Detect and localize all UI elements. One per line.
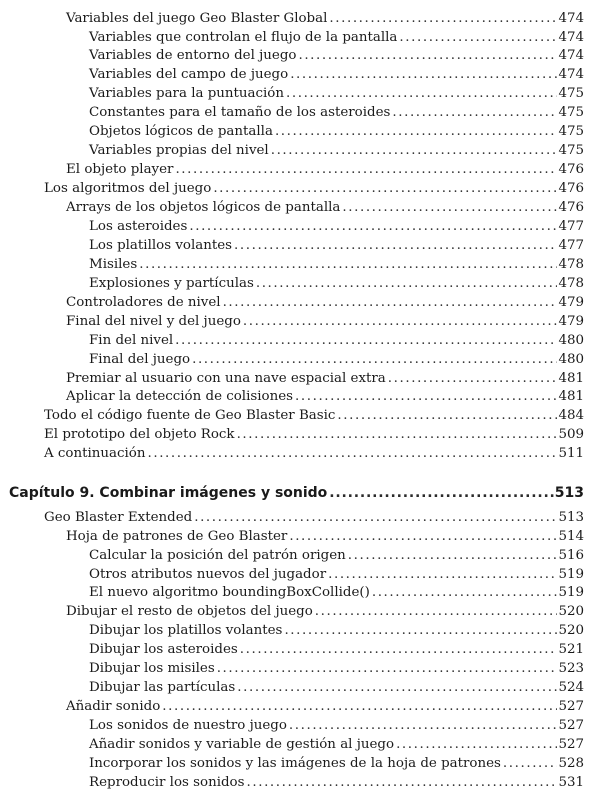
dot-leader [192,351,557,369]
toc-page-number: 513 [554,485,584,501]
dot-leader [315,603,558,621]
dot-leader [298,47,557,65]
toc-entry[interactable] [0,256,584,274]
toc-entry[interactable] [0,717,584,735]
toc-entry-title: Aplicar la detección de colisiones [66,389,294,404]
toc-page-number: 511 [558,446,584,461]
toc-entry[interactable] [0,755,584,773]
toc-page-number: 528 [558,756,584,771]
dot-leader [286,85,557,103]
toc-page-number: 513 [558,510,584,525]
toc-entry[interactable] [0,528,584,546]
dot-leader [329,10,557,28]
toc-entry-title: Final del juego [89,352,191,367]
toc-page-number: 476 [558,200,584,215]
toc-page-number: 520 [558,623,584,638]
dot-leader [328,566,557,584]
toc-entry-title: Constantes para el tamaño de los asteroides [89,105,391,120]
dot-leader [256,275,558,293]
toc-entry-title: Añadir sonidos y variable de gestión al juego [89,737,395,752]
toc-entry[interactable] [0,180,584,198]
toc-entry-title: Los asteroides [89,219,188,234]
dot-leader [337,407,557,425]
toc-page-number: 474 [558,11,584,26]
toc-entry-title: Variables del juego Geo Blaster Global [66,11,328,26]
toc-page-number: 475 [558,143,584,158]
toc-entry[interactable] [0,313,584,331]
toc-entry[interactable] [0,774,584,792]
toc-page-number: 516 [558,548,584,563]
toc-entry-title: El nuevo algoritmo boundingBoxCollide() [89,585,370,600]
dot-leader [284,622,557,640]
toc-page-number: 484 [558,408,584,423]
toc-entry-title: Variables de entorno del juego [89,48,297,63]
toc-page-number: 531 [558,775,584,790]
dot-leader [295,388,557,406]
toc-entry[interactable] [0,622,584,640]
toc-entry-title: Dibujar el resto de objetos del juego [66,604,313,619]
toc-entry-title: Final del nivel y del juego [66,314,241,329]
toc-entry[interactable] [0,142,584,160]
toc-entry[interactable] [0,237,584,255]
toc-entry-title: Variables para la puntuación [89,86,284,101]
toc-entry-title: Premiar al usuario con una nave espacial extra [66,371,386,386]
toc-page-number: 527 [558,737,584,752]
toc-entry[interactable] [0,698,584,716]
dot-leader [372,584,558,602]
toc-entry-title: Dibujar los misiles [89,661,215,676]
toc-entry-title: Objetos lógicos de pantalla [89,124,273,139]
toc-entry-title: Variables que controlan el flujo de la pantalla [89,30,398,45]
toc-page-number: 481 [558,371,584,386]
toc-entry[interactable] [0,294,584,312]
dot-leader [342,199,557,217]
dot-leader [348,547,558,565]
toc-entry[interactable] [0,736,584,754]
toc-page-number: 475 [558,105,584,120]
dot-leader [289,528,557,546]
dot-leader [237,426,558,444]
toc-page-number: 519 [558,567,584,582]
dot-leader [175,161,557,179]
toc-entry[interactable] [0,85,584,103]
toc-page-number: 477 [558,219,584,234]
dot-leader [275,123,558,141]
toc-entry-title: El prototipo del objeto Rock [44,427,235,442]
toc-page-number: 478 [558,276,584,291]
toc-page-number: 479 [558,314,584,329]
toc-entry-title: Los sonidos de nuestro juego [89,718,287,733]
toc-entry-title: Incorporar los sonidos y las imágenes de la hoja de patrones [89,756,501,771]
dot-leader [139,256,557,274]
toc-page-number: 514 [558,529,584,544]
dot-leader [247,774,558,792]
dot-leader [175,332,557,350]
toc-page-number: 509 [558,427,584,442]
dot-leader [234,237,557,255]
toc-page-number: 474 [558,30,584,45]
toc-page-number: 481 [558,389,584,404]
toc-entry-title: El objeto player [66,162,174,177]
toc-page-number: 474 [558,48,584,63]
toc-entry[interactable] [0,641,584,659]
dot-leader [329,484,553,502]
toc-entry-title: Dibujar los asteroides [89,642,238,657]
toc-entry-title: Variables propias del nivel [89,143,269,158]
dot-leader [271,142,558,160]
toc-entry[interactable] [0,161,584,179]
toc-entry-title: Los platillos volantes [89,238,233,253]
toc-entry-title: Hoja de patrones de Geo Blaster [66,529,288,544]
toc-entry[interactable] [0,547,584,565]
toc-entry[interactable] [0,566,584,584]
dot-leader [213,180,557,198]
toc-entry[interactable] [0,218,584,236]
dot-leader [388,370,558,388]
toc-entry-title: Misiles [89,257,138,272]
toc-page-number: 480 [558,333,584,348]
toc-entry[interactable] [0,603,584,621]
toc-entry[interactable] [0,509,584,527]
toc-entry-title: Los algoritmos del juego [44,181,212,196]
toc-page-number: 477 [558,238,584,253]
toc-entry[interactable] [0,679,584,697]
toc-entry-title: Calcular la posición del patrón origen [89,548,346,563]
toc-entry-title: Explosiones y partículas [89,276,254,291]
toc-entry-title: Reproducir los sonidos [89,775,245,790]
toc-page-number: 523 [558,661,584,676]
toc-entry[interactable] [0,584,584,602]
toc-entry-title: Capítulo 9. Combinar imágenes y sonido [9,485,328,501]
toc-entry-title: Todo el código fuente de Geo Blaster Basic [44,408,336,423]
toc-page-number: 480 [558,352,584,367]
toc-entry[interactable] [0,445,584,463]
toc-page-number: 520 [558,604,584,619]
toc-entry-title: Dibujar los platillos volantes [89,623,283,638]
toc-entry[interactable] [0,47,584,65]
dot-leader [399,29,557,47]
toc-page-number: 478 [558,257,584,272]
toc-entry[interactable] [0,407,584,425]
dot-leader [289,717,558,735]
toc-page-number: 475 [558,124,584,139]
toc-entry[interactable] [0,351,584,369]
toc-entry[interactable] [0,29,584,47]
toc-entry-title: Añadir sonido [66,699,161,714]
toc-entry[interactable] [0,388,584,406]
toc-entry[interactable] [0,104,584,122]
toc-page-number: 527 [558,699,584,714]
dot-leader [396,736,557,754]
dot-leader [223,294,558,312]
toc-page-number: 519 [558,585,584,600]
toc-entry[interactable] [0,370,584,388]
dot-leader [243,313,558,331]
toc-entry[interactable] [0,123,584,141]
toc-entry[interactable] [0,66,584,84]
toc-page-number: 475 [558,86,584,101]
toc-entry[interactable] [0,332,584,350]
toc-page-number: 476 [558,181,584,196]
dot-leader [237,679,557,697]
toc-page-number: 479 [558,295,584,310]
toc-entry[interactable] [0,199,584,217]
toc-entry-title: Geo Blaster Extended [44,510,193,525]
toc-entry[interactable] [0,660,584,678]
toc-entry-title: Fin del nivel [89,333,174,348]
dot-leader [503,755,558,773]
toc-entry-title: Arrays de los objetos lógicos de pantalla [66,200,341,215]
toc-entry[interactable] [0,426,584,444]
toc-entry[interactable] [0,10,584,28]
toc-page-number: 527 [558,718,584,733]
toc-page-number: 476 [558,162,584,177]
toc-page-number: 524 [558,680,584,695]
dot-leader [162,698,557,716]
dot-leader [189,218,557,236]
toc-chapter-heading[interactable] [0,484,584,502]
toc-entry-title: Controladores de nivel [66,295,221,310]
toc-page-number: 521 [558,642,584,657]
toc-entry[interactable] [0,275,584,293]
toc-page-number: 474 [558,67,584,82]
toc-entry-title: Otros atributos nuevos del jugador [89,567,327,582]
dot-leader [290,66,557,84]
dot-leader [392,104,557,122]
toc-entry-title: Variables del campo de juego [89,67,289,82]
dot-leader [240,641,558,659]
toc-entry-title: Dibujar las partículas [89,680,236,695]
toc-entry-title: A continuación [44,446,146,461]
dot-leader [217,660,558,678]
dot-leader [147,445,557,463]
dot-leader [194,509,557,527]
